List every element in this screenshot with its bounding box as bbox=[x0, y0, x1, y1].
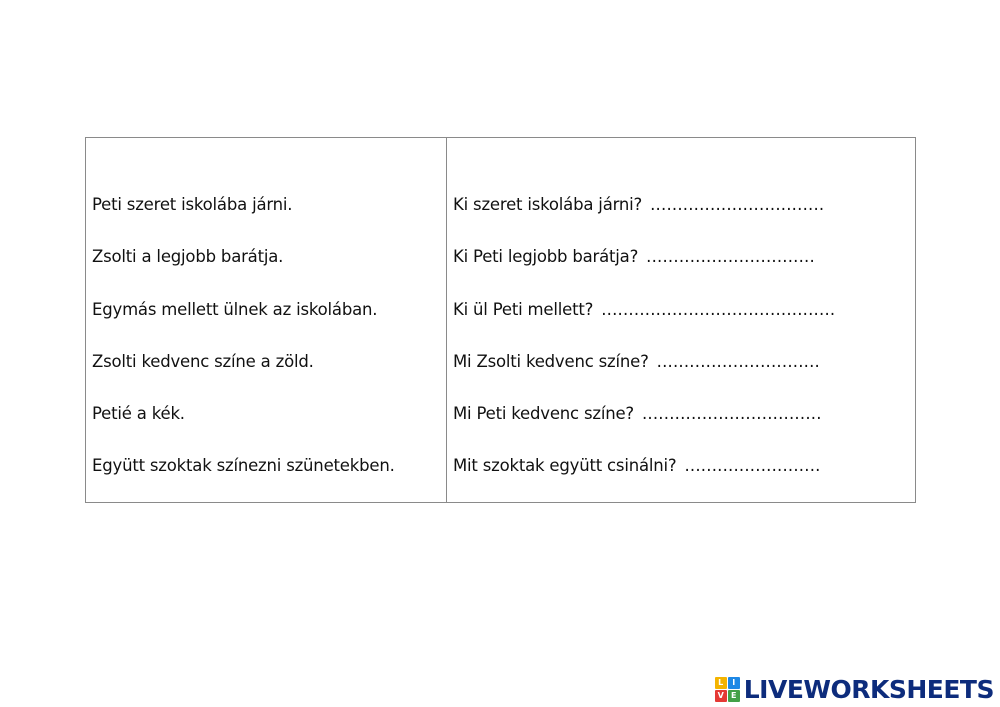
question-text: Ki szeret iskolába járni? bbox=[453, 195, 643, 214]
brand-name: LIVEWORKSHEETS bbox=[743, 674, 994, 704]
answer-field[interactable]: ................................ bbox=[650, 195, 825, 214]
question-line bbox=[453, 352, 820, 372]
answer-field[interactable]: ......................... bbox=[684, 456, 821, 475]
statement-line: Petié a kék. bbox=[92, 404, 185, 423]
logo-cell: L bbox=[715, 677, 727, 689]
statement-line: Peti szeret iskolába járni. bbox=[92, 195, 293, 214]
question-line bbox=[453, 247, 815, 267]
question-line bbox=[453, 456, 821, 476]
questions-column bbox=[447, 138, 915, 502]
question-line bbox=[453, 404, 822, 424]
answer-field[interactable]: ........................................... bbox=[601, 300, 836, 319]
question-line bbox=[453, 195, 824, 215]
logo-cell: E bbox=[728, 690, 740, 702]
answer-field[interactable]: .............................. bbox=[656, 352, 820, 371]
answer-field[interactable]: ............................... bbox=[646, 247, 815, 266]
statement-line: Zsolti kedvenc színe a zöld. bbox=[92, 352, 314, 371]
question-text: Ki Peti legjobb barátja? bbox=[453, 247, 639, 266]
statement-line: Zsolti a legjobb barátja. bbox=[92, 247, 284, 266]
statement-line: Együtt szoktak színezni szünetekben. bbox=[92, 456, 395, 475]
statement-line: Egymás mellett ülnek az iskolában. bbox=[92, 300, 378, 319]
question-text: Mit szoktak együtt csinálni? bbox=[453, 456, 677, 475]
logo-cell: I bbox=[728, 677, 740, 689]
question-text: Mi Zsolti kedvenc színe? bbox=[453, 352, 649, 371]
worksheet-table bbox=[85, 137, 916, 503]
question-text: Mi Peti kedvenc színe? bbox=[453, 404, 634, 423]
question-text: Ki ül Peti mellett? bbox=[453, 300, 594, 319]
statements-column bbox=[86, 138, 447, 502]
question-line bbox=[453, 300, 835, 320]
liveworksheets-brand[interactable] bbox=[715, 675, 994, 703]
liveworksheets-logo-icon bbox=[715, 677, 740, 702]
logo-cell: V bbox=[715, 690, 727, 702]
answer-field[interactable]: ................................. bbox=[641, 404, 822, 423]
